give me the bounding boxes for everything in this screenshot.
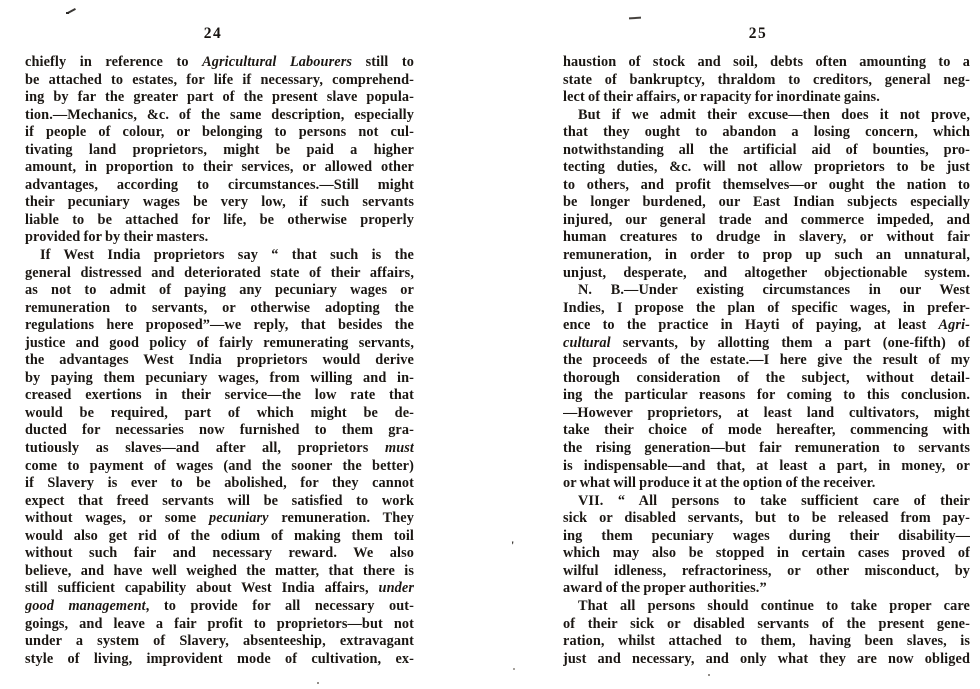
gutter-apostrophe-artifact: ' — [511, 538, 515, 552]
text-line: the advantages West India proprietors would derive — [25, 352, 414, 369]
text-line: if Slavery is ever to be abolished, for they cannot — [25, 475, 414, 492]
text-line: lect of their affairs, or rapacity for inordinate gains. — [563, 89, 880, 106]
text-line: —However proprietors, at least land cultivators, might — [563, 404, 970, 421]
text-line: ducted for necessaries now furnished to them gra- — [25, 422, 414, 439]
text-line: of their sick or disabled servants of the present gene- — [563, 615, 970, 632]
text-line: But if we admit their excuse—then does it not prove, — [578, 106, 970, 123]
text-line: If West India proprietors say “ that such is the — [40, 247, 414, 264]
text-line: sick or disabled servants, but to be released from pay- — [563, 510, 970, 527]
text-line: style of living, improvident mode of cultivation, ex- — [25, 650, 414, 667]
text-line: the proceeds of the estate.—I here give the result of my — [563, 352, 970, 369]
text-line: the rising generation—but fair remuneration to servants — [563, 440, 970, 457]
text-line: justice and good policy of fairly remunerating servants, — [25, 334, 414, 351]
text-line: without wages, or some pecuniary remuneration. They — [25, 510, 414, 527]
text-line: be attached to estates, for life if necessary, comprehend- — [25, 71, 414, 88]
text-line: still sufficient capability about West India affairs, under — [25, 580, 414, 597]
text-line: human creatures to drudge in slavery, or without fair — [563, 229, 970, 246]
text-line: without such fair and necessary reward. We also — [25, 545, 414, 562]
text-line: haustion of stock and soil, debts often amounting to a — [563, 54, 970, 70]
text-line: their pecuniary wages be very low, if such servants — [25, 194, 414, 211]
text-line: tutiously as slaves—and after all, proprietors must — [25, 440, 414, 457]
text-line: award of the proper authorities.” — [563, 580, 767, 597]
left-page-text — [25, 54, 414, 668]
speck-artifact — [317, 682, 319, 684]
text-line: be longer burdened, our East Indian subjects especially — [563, 194, 970, 211]
text-line: just and necessary, and only what they are now obliged — [563, 650, 970, 667]
text-line: under a system of Slavery, absenteeship, extravagant — [25, 633, 414, 650]
text-line: liable to be attached for life, be otherwise properly — [25, 211, 414, 228]
text-line: advantages, according to circumstances.—Still might — [25, 176, 414, 193]
text-line: tivating land proprietors, might be paid a higher — [25, 141, 414, 158]
text-line: N. B.—Under existing circumstances in our West — [578, 282, 970, 299]
text-line: injured, our general trade and commerce impeded, and — [563, 211, 970, 228]
text-line: would also get rid of the odium of making them toil — [25, 527, 414, 544]
text-line: believe, and have well weighed the matter, that there is — [25, 562, 414, 579]
text-line: ing by far the greater part of the present slave popula- — [25, 89, 414, 106]
pen-blot — [66, 12, 69, 14]
text-line: that they ought to abandon a losing concern, which — [563, 124, 970, 141]
text-line: regulations here proposed”—we reply, that besides the — [25, 317, 414, 334]
text-line: remuneration, in order to prop up such an unnatural, — [563, 247, 970, 264]
text-line: by paying them pecuniary wages, from willing and in- — [25, 369, 414, 386]
text-line: That all persons should continue to take proper care — [578, 597, 970, 614]
page-number-left: 24 — [203, 25, 223, 42]
text-line: notwithstanding all the artificial aid of bounties, pro- — [563, 141, 970, 158]
page-number-right: 25 — [748, 25, 768, 42]
text-line: take their choice of mode hereafter, commencing with — [563, 422, 970, 439]
right-page-text — [563, 54, 970, 668]
text-line: remuneration to servants, or otherwise adopting the — [25, 299, 414, 316]
text-line: amount, in proportion to their services, or allowed other — [25, 159, 414, 176]
text-line: goings, and leave a fair profit to proprietors—but not — [25, 615, 414, 632]
text-line: ence to the practice in Hayti of paying, at least Agri- — [563, 317, 970, 334]
text-line: which may also be stopped in certain cases proved of — [563, 545, 970, 562]
text-line: come to payment of wages (and the sooner the better) — [25, 457, 414, 474]
text-line: ration, whilst attached to them, having been slaves, is — [563, 633, 970, 650]
text-line: provided for by their masters. — [25, 229, 209, 246]
text-line: chiefly in reference to Agricultural Labourers still to — [25, 54, 414, 70]
text-line: expect that freed servants will be satisfied to work — [25, 492, 414, 509]
text-line: ing them pecuniary wages during their disability— — [563, 527, 970, 544]
speck-artifact — [513, 668, 515, 670]
text-line: VII. “ All persons to take sufficient care of their — [578, 492, 970, 509]
text-line: cultural servants, by allotting them a part (one-fifth) of — [563, 334, 970, 351]
text-line: if people of colour, or belonging to persons not cul- — [25, 124, 414, 141]
dash-artifact — [629, 17, 641, 20]
text-line: ing the particular reasons for coming to this conclusion. — [563, 387, 970, 404]
text-line: thorough consideration of the subject, without detail- — [563, 369, 970, 386]
text-line: good management, to provide for all necessary out- — [25, 597, 414, 614]
pen-mark-artifact — [66, 6, 78, 15]
text-line: is indispensable—and that, at least a part, in money, or — [563, 457, 970, 474]
text-line: tecting duties, &c. will not allow proprietors to be just — [563, 159, 970, 176]
text-line: state of bankruptcy, thraldom to creditors, general neg- — [563, 71, 970, 88]
text-line: to others, and profit themselves—or ought the nation to — [563, 176, 970, 193]
text-line: as not to admit of paying any pecuniary wages or — [25, 282, 414, 299]
text-line: would be required, part of which might be de- — [25, 404, 414, 421]
text-line: unjust, desperate, and altogether objectionable system. — [563, 264, 970, 281]
speck-artifact — [708, 674, 710, 676]
text-line: general distressed and deteriorated state of their affairs, — [25, 264, 414, 281]
text-line: creased exertions in their service—the low rate that — [25, 387, 414, 404]
text-line: Indies, I propose the plan of specific wages, in prefer- — [563, 299, 970, 316]
text-line: or what will produce it at the option of the receiver. — [563, 475, 876, 492]
text-line: wilful idleness, refractoriness, or other misconduct, by — [563, 562, 970, 579]
text-line: tion.—Mechanics, &c. of the same description, especially — [25, 106, 414, 123]
